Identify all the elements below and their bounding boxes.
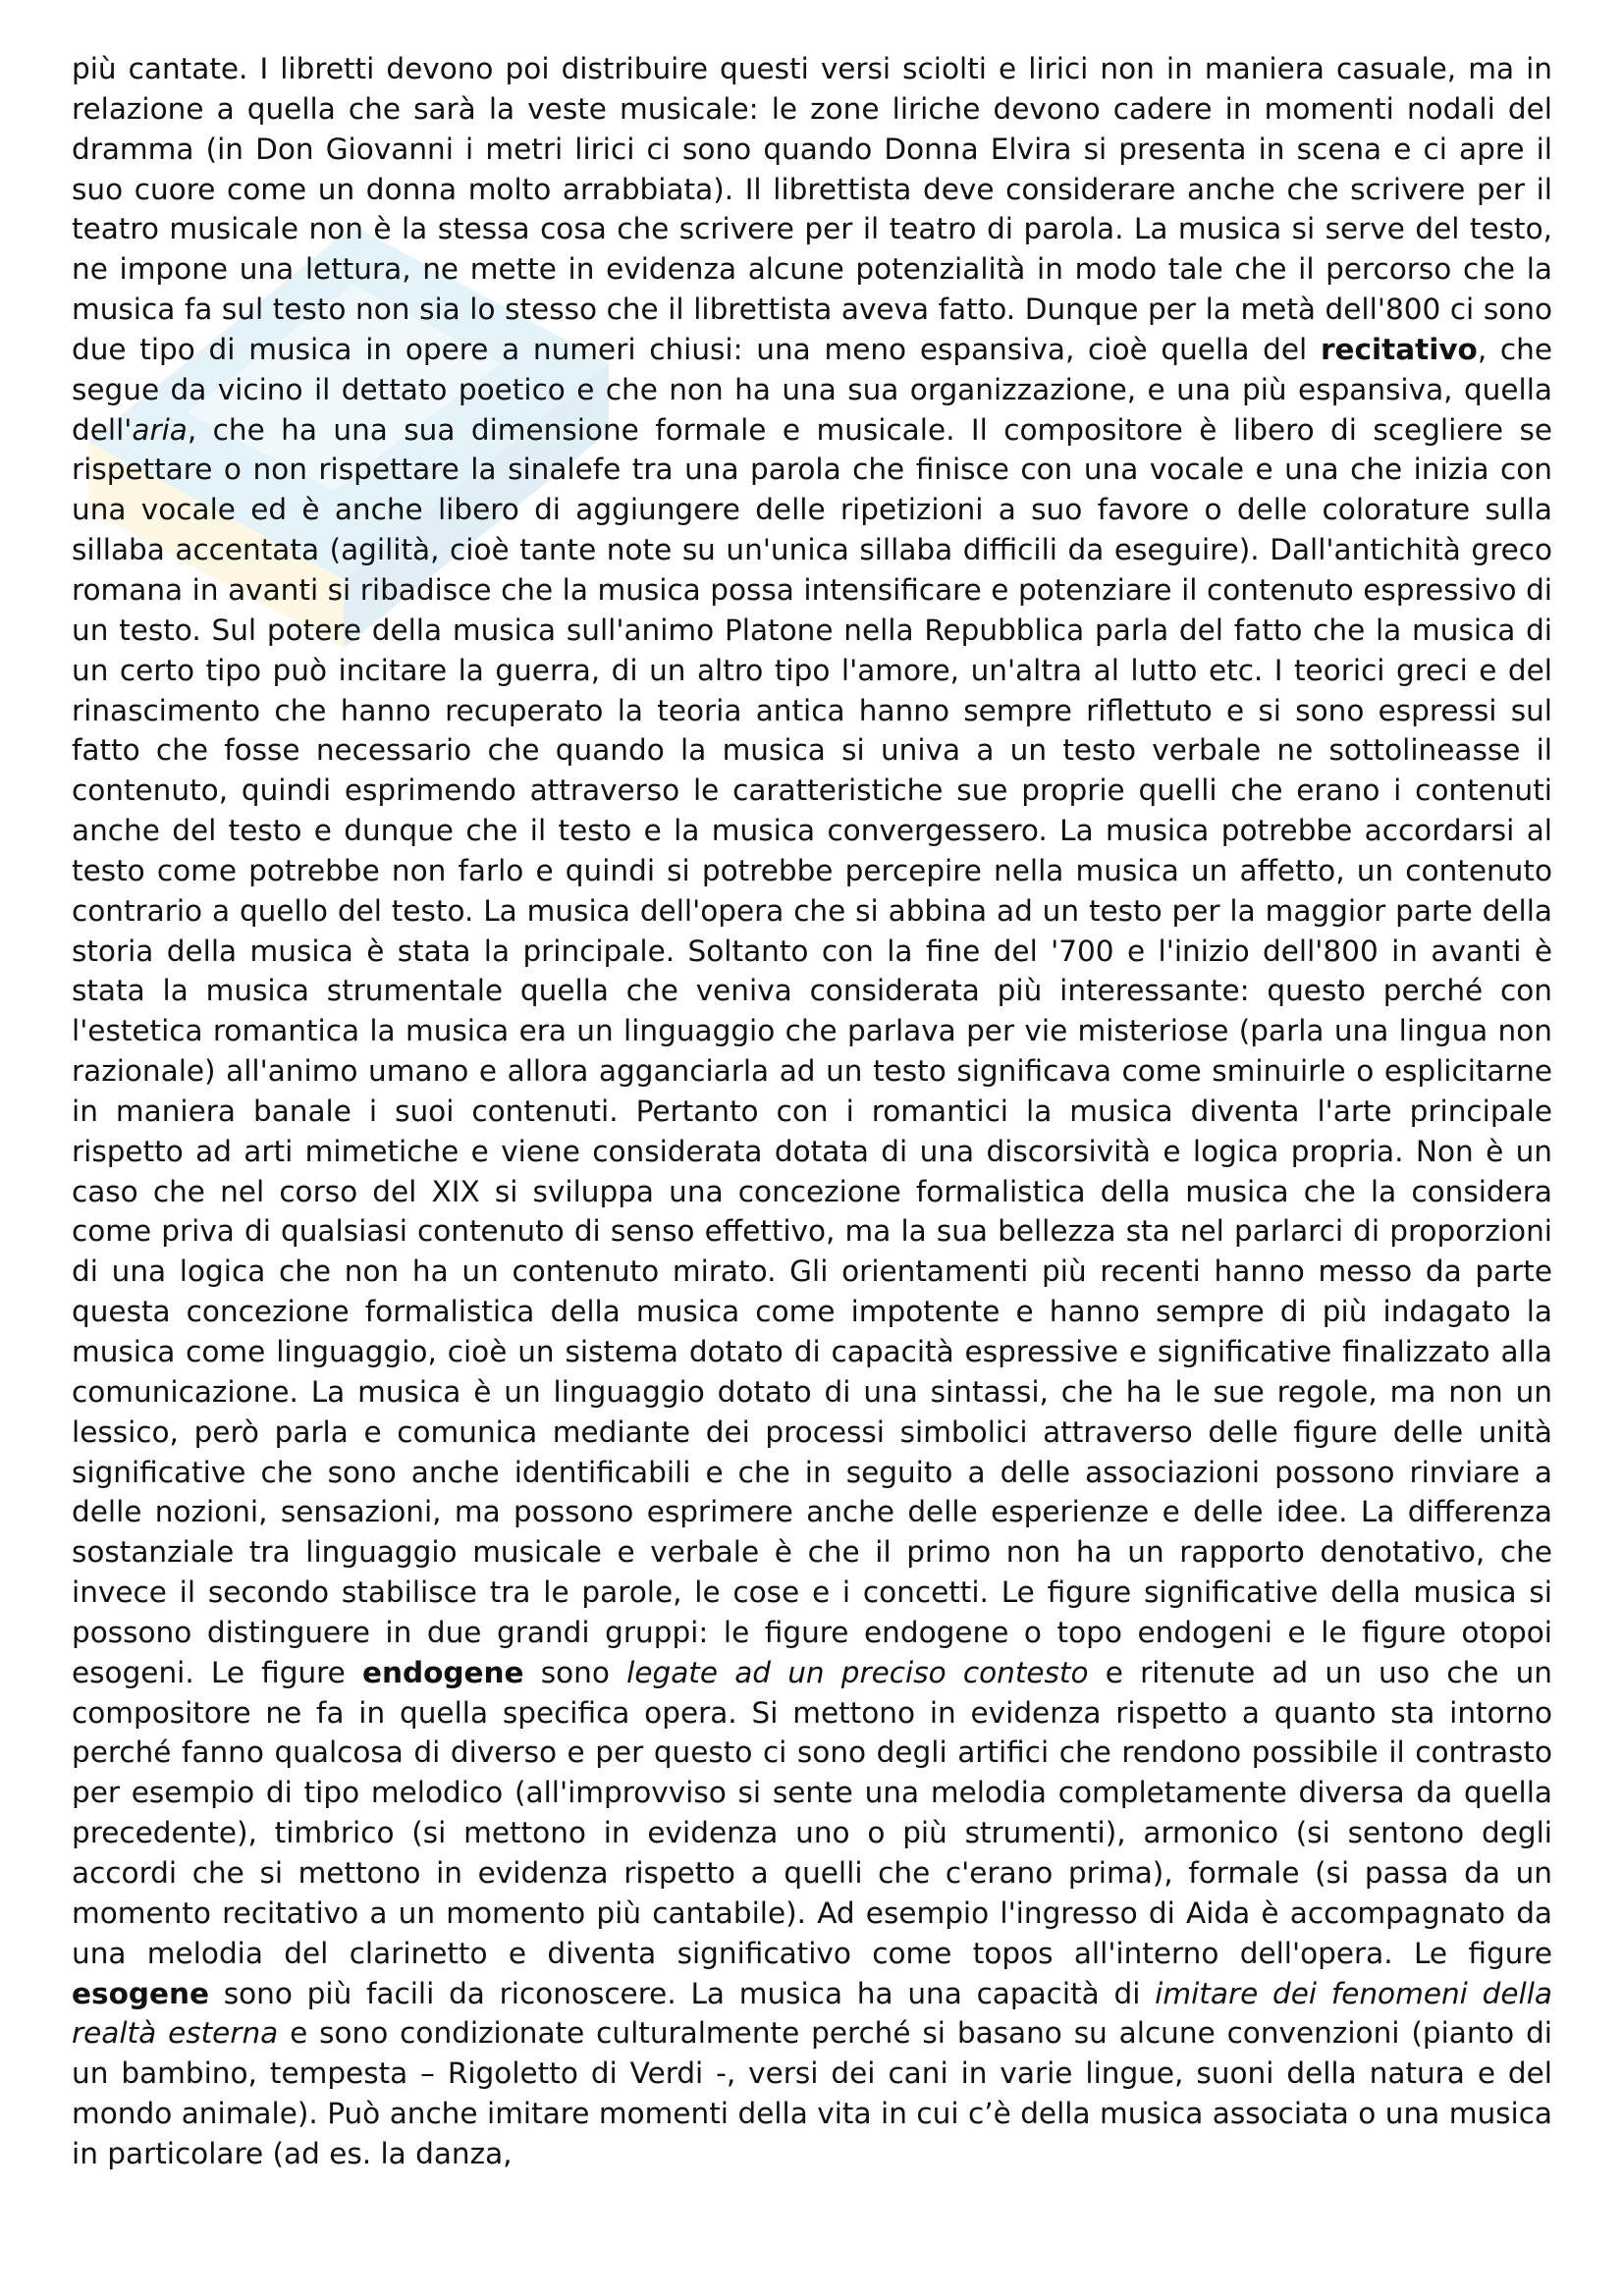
text-run: sono più facili da riconoscere. La musica ha una capacità di bbox=[208, 1976, 1156, 2010]
body-paragraph bbox=[72, 49, 1552, 2174]
text-run: e ritenute ad un uso che un compositore ne fa in quella specifica opera. Si mettono in evidenza rispetto a quanto sta intorno perché fanno qualcosa di diverso e per questo ci sono degli artifici che rendono possibile il contrasto per esempio di tipo melodico (all'improvviso si sente una melodia completamente diversa da quella precedente), timbrico (si mettono in evidenza uno o più strumenti), armonico (si sentono degli accordi che si mettono in evidenza rispetto a quelli che c'erano prima), formale (si passa da un momento recitativo a un momento più cantabile). Ad esempio l'ingresso di Aida è accompagnato da una melodia del clarinetto e diventa significativo come topos all'interno dell'opera. Le figure bbox=[72, 1655, 1553, 1970]
text-run: sono bbox=[523, 1655, 627, 1689]
italic-term-aria: aria bbox=[132, 412, 188, 447]
bold-term-esogene: esogene bbox=[72, 1976, 209, 2010]
bold-term-endogene: endogene bbox=[362, 1655, 524, 1689]
body-text bbox=[72, 49, 1552, 2174]
italic-phrase-imitare: imitare dei fenomeni della realtà esterna bbox=[72, 1976, 1552, 2051]
bold-term-recitativo: recitativo bbox=[1320, 332, 1478, 366]
text-run: più cantate. I libretti devono poi distribuire questi versi sciolti e lirici non in maniera casuale, ma in relazione a quella che sarà la veste musicale: le zone liriche devono cadere in momenti nodali del dramma (in Don Giovanni i metri lirici ci sono quando Donna Elvira si presenta in scena e ci apre il suo cuore come un donna molto arrabbiata). Il librettista deve considerare anche che scrivere per il teatro musicale non è la stessa cosa che scrivere per il teatro di parola. La musica si serve del testo, ne impone una lettura, ne mette in evidenza alcune potenzialità in modo tale che il percorso che la musica fa sul testo non sia lo stesso che il librettista aveva fatto. Dunque per la metà dell'800 ci sono due tipo di musica in opere a numeri chiusi: una meno espansiva, cioè quella del bbox=[72, 52, 1552, 366]
italic-phrase-contesto: legate ad un preciso contesto bbox=[626, 1655, 1089, 1689]
text-run: e sono condizionate culturalmente perché si basano su alcune convenzioni (pianto di un bambino, tempesta – Rigoletto di Verdi -, versi dei cani in varie lingue, suoni della natura e del mondo animale). Può anche imitare momenti della vita in cui c’è della musica associata o una musica in particolare (ad es. la danza, bbox=[72, 2016, 1552, 2170]
text-run: , che segue da vicino il dettato poetico e che non ha una sua organizzazione, e una più espansiva, quella dell' bbox=[72, 332, 1552, 447]
text-run: , che ha una sua dimensione formale e musicale. Il compositore è libero di scegliere se rispettare o non rispettare la sinalefe tra una parola che finisce con una vocale e una che inizia con una vocale ed è anche libero di aggiungere delle ripetizioni a suo favore o delle colorature sulla sillaba accentata (agilità, cioè tante note su un'unica sillaba difficili da eseguire). Dall'antichità greco romana in avanti si ribadisce che la musica possa intensificare e potenziare il contenuto espressivo di un testo. Sul potere della musica sull'animo Platone nella Repubblica parla del fatto che la musica di un certo tipo può incitare la guerra, di un altro tipo l'amore, un'altra al lutto etc. I teorici greci e del rinascimento che hanno recuperato la teoria antica hanno sempre riflettuto e si sono espressi sul fatto che fosse necessario che quando la musica si univa a un testo verbale ne sottolineasse il contenuto, quindi esprimendo attraverso le caratteristiche sue proprie quelli che erano i contenuti anche del testo e dunque che il testo e la musica convergessero. La musica potrebbe accordarsi al testo come potrebbe non farlo e quindi si potrebbe percepire nella musica un affetto, un contenuto contrario a quello del testo. La musica dell'opera che si abbina ad un testo per la maggior parte della storia della musica è stata la principale. Soltanto con la fine del '700 e l'inizio dell'800 in avanti è stata la musica strumentale quella che veniva considerata più interessante: questo perché con l'estetica romantica la musica era un linguaggio che parlava per vie misteriose (parla una lingua non razionale) all'animo umano e allora agganciarla ad un testo significava come sminuirle o esplicitarne in maniera banale i suoi contenuti. Pertanto con i romantici la musica diventa l'arte principale rispetto ad arti mimetiche e viene considerata dotata di una discorsività e logica propria. Non è un caso che nel corso del XIX si sviluppa una concezione formalistica della musica che la considera come priva di qualsiasi contenuto di senso effettivo, ma la sua bellezza sta nel parlarci di proporzioni di una logica che non ha un contenuto mirato. Gli orientamenti più recenti hanno messo da parte questa concezione formalistica della musica come impotente e hanno sempre di più indagato la musica come linguaggio, cioè un sistema dotato di capacità espressive e significative finalizzato alla comunicazione. La musica è un linguaggio dotato di una sintassi, che ha le sue regole, ma non un lessico, però parla e comunica mediante dei processi simbolici attraverso delle figure delle unità significative che sono anche identificabili e che in seguito a delle associazioni possono rinviare a delle nozioni, sensazioni, ma possono esprimere anche delle esperienze e delle idee. La differenza sostanziale tra linguaggio musicale e verbale è che il primo non ha un rapporto denotativo, che invece il secondo stabilisce tra le parole, le cose e i concetti. Le figure significative della musica si possono distinguere in due grandi gruppi: le figure endogene o topo endogeni e le figure otopoi esogeni. Le figure bbox=[72, 412, 1552, 1689]
